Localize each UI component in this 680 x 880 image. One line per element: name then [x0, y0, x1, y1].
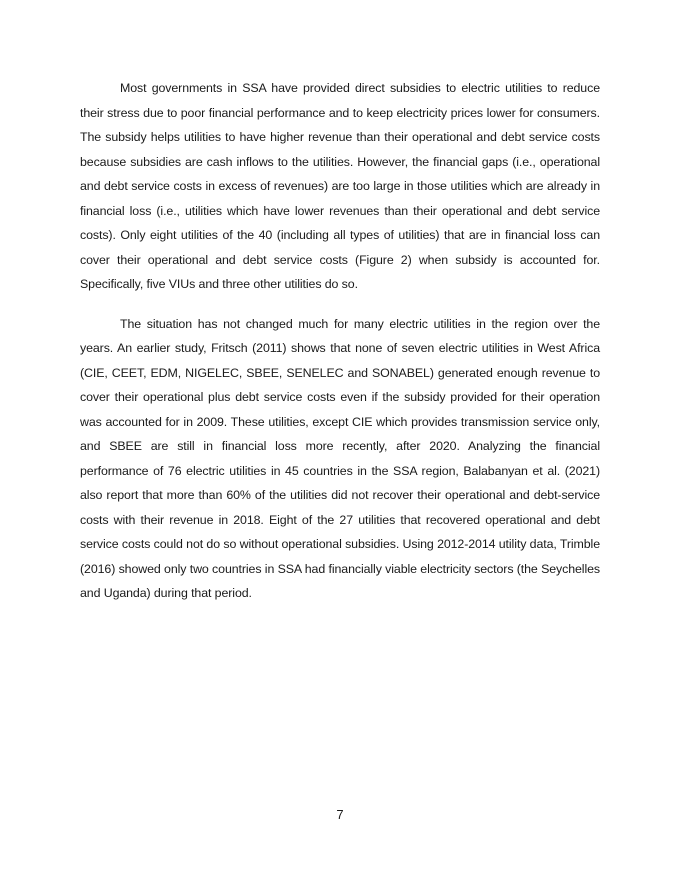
paragraph-subsidies: Most governments in SSA have provided direct subsidies to electric utilities to reduce their stress due to poor financial performance and to keep electricity prices lower for consumers. The subsidy helps utilities to have higher revenue than their operational and debt service costs because subsidies are cash inflows to the utilities. However, the financial gaps (i.e., operational and debt service costs in excess of revenues) are too large in those utilities which are already in financial loss (i.e., utilities which have lower revenues than their operational and debt service costs). Only eight utilities of the 40 (including all types of utilities) that are in financial loss can cover their operational and debt service costs (Figure 2) when subsidy is accounted for. Specifically, five VIUs and three other utilities do so. [80, 81, 600, 291]
page-number: 7 [336, 807, 344, 822]
paragraph-utility-situation: The situation has not changed much for many electric utilities in the region over the years. An earlier study, Fritsch (2011) shows that none of seven electric utilities in West Africa (CIE, CEET, EDM, NIGELEC, SBEE, SENELEC and SONABEL) generated enough revenue to cover their operational plus debt service costs even if the subsidy provided for their operation was accounted for in 2009. These utilities, except CIE which provides transmission service only, and SBEE are still in financial loss more recently, after 2020. Analyzing the financial performance of 76 electric utilities in 45 countries in the SSA region, Balabanyan et al. (2021) also report that more than 60% of the utilities did not recover their operational and debt-service costs with their revenue in 2018. Eight of the 27 utilities that recovered operational and debt service costs could not do so without operational subsidies. Using 2012-2014 utility data, Trimble (2016) showed only two countries in SSA had financially viable electricity sectors (the Seychelles and Uganda) during that period. [80, 316, 600, 600]
body-text [80, 76, 600, 606]
